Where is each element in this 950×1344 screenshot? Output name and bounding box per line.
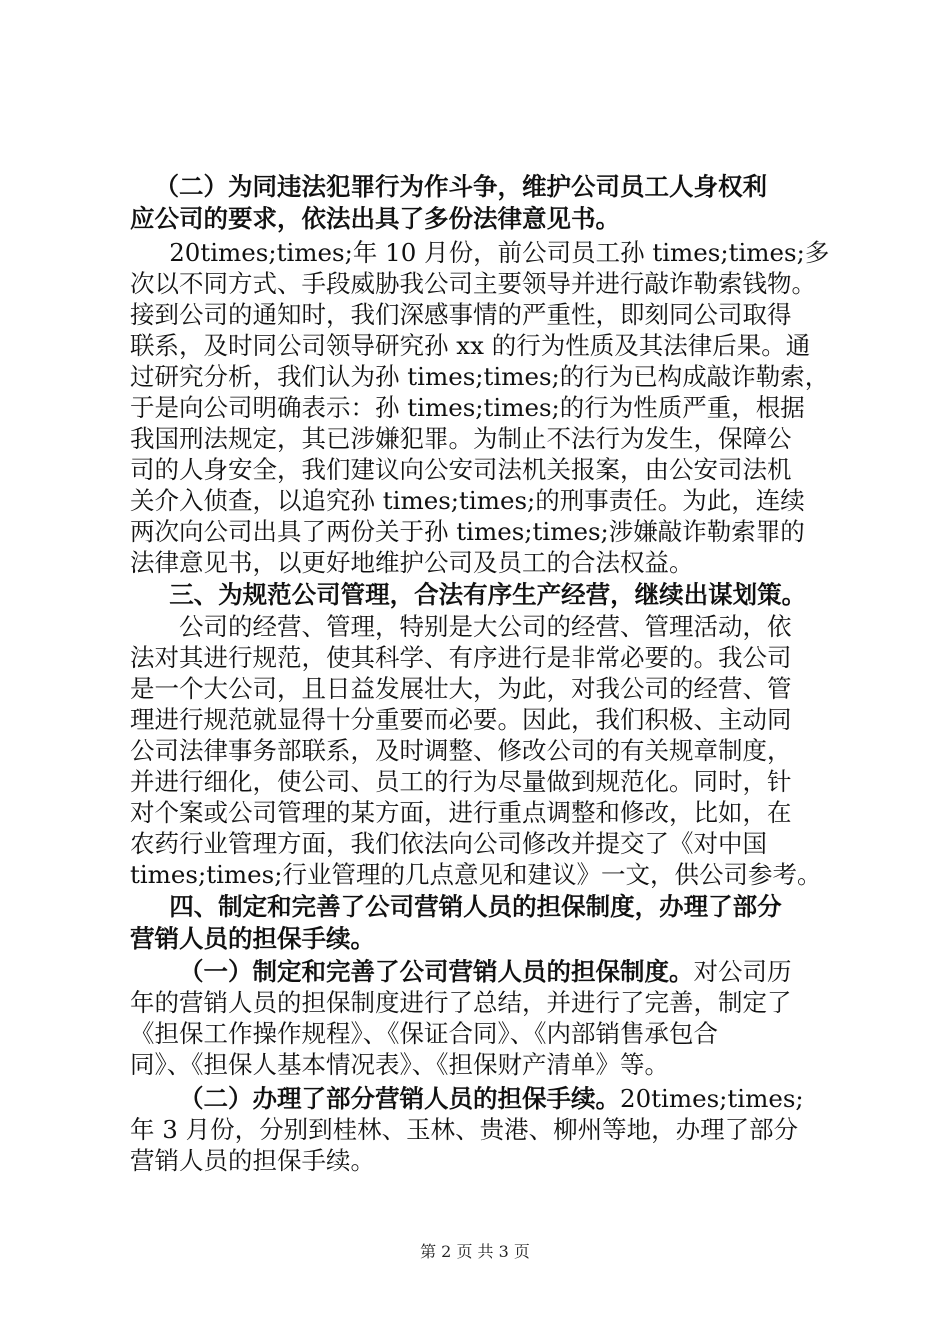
heading-text: 三、为规范公司管理，合法有序生产经营，继续出谋划策。 xyxy=(169,580,807,609)
document-line xyxy=(130,424,792,454)
body-text: 我国刑法规定，其已涉嫌犯罪。为制止不法行为发生，保障公 xyxy=(130,424,792,453)
document-line xyxy=(130,957,792,987)
body-text: 次以不同方式、手段威胁我公司主要领导并进行敲诈勒索钱物。 xyxy=(130,269,816,298)
document-line xyxy=(130,1019,718,1049)
document-line xyxy=(130,548,694,578)
page-footer xyxy=(0,1242,950,1262)
document-line xyxy=(130,892,782,922)
document-line xyxy=(130,767,792,797)
body-text: 并进行细化，使公司、员工的行为尽量做到规范化。同时，针 xyxy=(130,767,792,796)
document-line xyxy=(130,269,816,299)
page-number-label: 第 2 页 共 3 页 xyxy=(420,1242,530,1261)
document-line xyxy=(130,331,810,361)
body-text: 法对其进行规范，使其科学、有序进行是非常必要的。我公司 xyxy=(130,643,792,672)
body-text: 对公司历 xyxy=(693,957,792,986)
document-line xyxy=(130,829,767,859)
body-text: times;times;行业管理的几点意见和建议》一文，供公司参考。 xyxy=(130,860,822,889)
body-text: 联系，及时同公司领导研究孙 xx 的行为性质及其法律后果。通 xyxy=(130,331,811,360)
body-text: 对个案或公司管理的某方面，进行重点调整和修改，比如，在 xyxy=(130,798,792,827)
document-line xyxy=(130,455,792,485)
document-line xyxy=(130,393,805,423)
body-text: 接到公司的通知时，我们深感事情的严重性，即刻同公司取得 xyxy=(130,300,792,329)
document-line xyxy=(130,798,792,828)
document-line xyxy=(130,300,792,330)
document-line xyxy=(130,362,829,392)
document-line xyxy=(130,1115,798,1145)
body-text: 公司的经营、管理，特别是大公司的经营、管理活动，依 xyxy=(179,612,792,641)
body-text: 司的人身安全，我们建议向公安司法机关报案，由公安司法机 xyxy=(130,455,792,484)
heading-text: （二）为同违法犯罪行为作斗争，维护公司员工人身权利 xyxy=(154,172,767,201)
body-text: 营销人员的担保手续。 xyxy=(130,1146,375,1175)
body-text: 法律意见书，以更好地维护公司及员工的合法权益。 xyxy=(130,548,694,577)
body-text: 同》、《担保人基本情况表》、《担保财产清单》等。 xyxy=(130,1050,669,1079)
document-line xyxy=(130,988,792,1018)
document-line xyxy=(130,172,767,202)
body-text: 20times;times; xyxy=(620,1084,804,1113)
document-line xyxy=(130,860,821,890)
body-text: 理进行规范就显得十分重要而必要。因此，我们积极、主动同 xyxy=(130,705,792,734)
body-text: 公司法律事务部联系，及时调整、修改公司的有关规章制度， xyxy=(130,736,792,765)
document-line xyxy=(130,736,792,766)
body-text: 过研究分析，我们认为孙 times;times;的行为已构成敲诈勒索， xyxy=(130,362,830,391)
document-line xyxy=(130,924,375,954)
document-line xyxy=(130,1050,669,1080)
body-text: 20times;times;年 10 月份，前公司员工孙 times;times;多 xyxy=(169,238,830,267)
heading-text: （二）办理了部分营销人员的担保手续。 xyxy=(179,1084,620,1113)
heading-text: 营销人员的担保手续。 xyxy=(130,924,375,953)
document-line xyxy=(130,1084,804,1114)
body-text: 关介入侦查，以追究孙 times;times;的刑事责任。为此，连续 xyxy=(130,486,805,515)
heading-text: （一）制定和完善了公司营销人员的担保制度。 xyxy=(179,957,694,986)
body-text: 于是向公司明确表示：孙 times;times;的行为性质严重，根据 xyxy=(130,393,805,422)
body-text: 年 3 月份，分别到桂林、玉林、贵港、柳州等地，办理了部分 xyxy=(130,1115,799,1144)
document-line xyxy=(130,674,792,704)
document-line xyxy=(130,517,805,547)
document-line xyxy=(130,612,792,642)
body-text: 是一个大公司，且日益发展壮大，为此，对我公司的经营、管 xyxy=(130,674,792,703)
body-text: 农药行业管理方面，我们依法向公司修改并提交了《对中国 xyxy=(130,829,767,858)
body-text: 《担保工作操作规程》、《保证合同》、《内部销售承包合 xyxy=(130,1019,718,1048)
heading-text: 四、制定和完善了公司营销人员的担保制度，办理了部分 xyxy=(169,892,782,921)
document-line xyxy=(130,1146,375,1176)
heading-text: 应公司的要求，依法出具了多份法律意见书。 xyxy=(130,204,620,233)
body-text: 两次向公司出具了两份关于孙 times;times;涉嫌敲诈勒索罪的 xyxy=(130,517,805,546)
document-line xyxy=(130,643,792,673)
document-line xyxy=(130,204,620,234)
document-line xyxy=(130,238,829,268)
document-line xyxy=(130,580,806,610)
document-line xyxy=(130,486,805,516)
body-text: 年的营销人员的担保制度进行了总结，并进行了完善，制定了 xyxy=(130,988,792,1017)
document-line xyxy=(130,705,792,735)
